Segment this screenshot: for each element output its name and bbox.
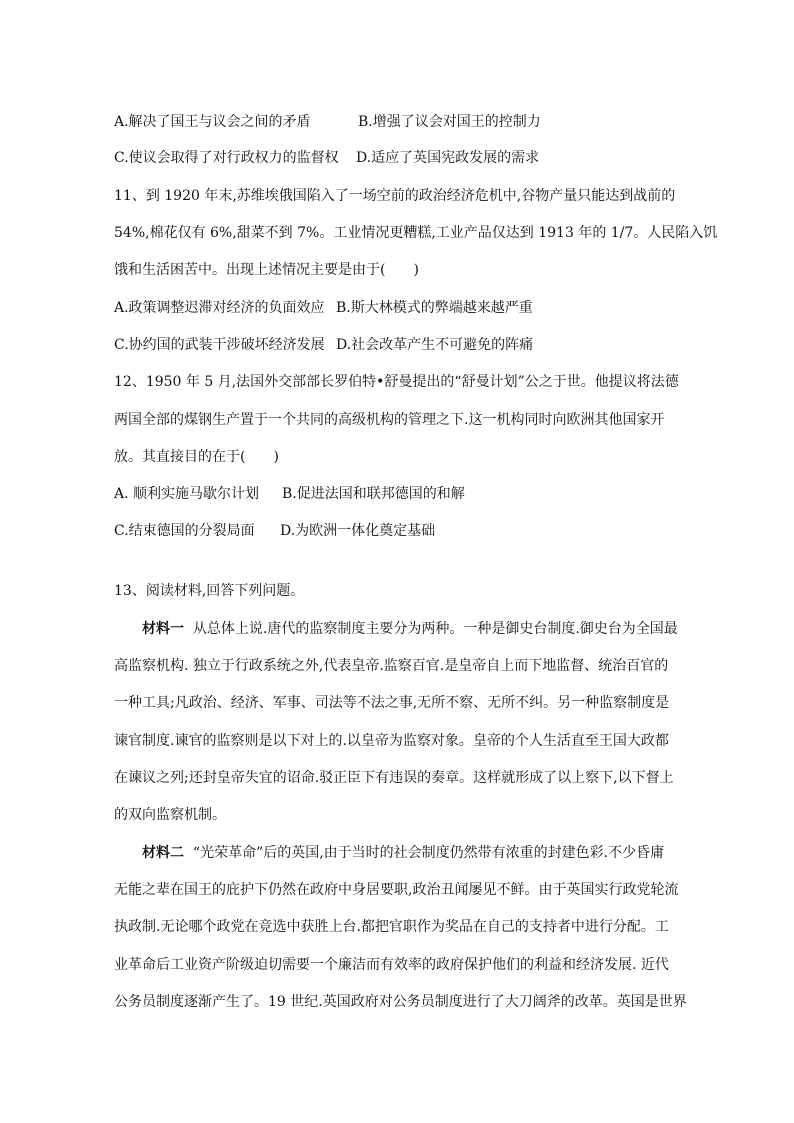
q12-option-row-2 — [114, 521, 436, 541]
material-1-line: 在谏议之列;还封皇帝失宜的诏命.驳正臣下有违误的奏章。这样就形成了以上察下,以下督上 — [114, 770, 674, 786]
q10-option-d: D.适应了英国宪政发展的需求 — [356, 150, 540, 166]
material-2-line: 无能之辈在国王的庇护下仍然在政府中身居要职,政治丑闻屡见不鲜。由于英国实行政党轮流 — [114, 882, 679, 898]
q11-option-a: A.政策调整迟滞对经济的负面效应 — [114, 300, 325, 316]
q11-option-c: C.协约国的武装干涉破坏经济发展 — [114, 337, 325, 353]
q12-stem-line: 12、1950 年 5 月,法国外交部部长罗伯特•舒曼提出的“舒曼计划”公之于世。他提议将法德 — [114, 374, 679, 390]
material-1-line — [142, 619, 678, 639]
q10-option-row-2 — [114, 148, 540, 168]
q11-option-b: B.斯大林模式的弊端越来越严重 — [336, 300, 533, 316]
material-2-text: “光荣革命”后的英国,由于当时的社会制度仍然带有浓重的封建色彩.不少昏庸 — [192, 845, 665, 861]
q12-option-row-1 — [114, 484, 465, 504]
material-2-line: 执政制.无论哪个政党在竞选中获胜上台.都把官职作为奖品在自己的支持者中进行分配。工 — [114, 919, 669, 935]
q10-option-c: C.使议会取得了对行政权力的监督权 — [114, 150, 339, 166]
material-2-line — [142, 843, 664, 863]
q11-option-d: D.社会改革产生不可避免的阵痛 — [336, 337, 534, 353]
q12-stem-line: 两国全部的煤钢生产置于一个共同的高级机构的管理之下.这一机构同时向欧洲其他国家开 — [114, 412, 665, 428]
q12-option-c: C.结束德国的分裂局面 — [114, 523, 255, 539]
q12-stem-line: 放。其直接目的在于( ) — [114, 449, 279, 465]
material-1-label: 材料一 — [142, 621, 184, 637]
q10-option-a: A.解决了国王与议会之间的矛盾 — [114, 114, 311, 130]
q11-option-row-2 — [114, 335, 534, 355]
material-2-label: 材料二 — [142, 845, 184, 861]
q11-stem-line: 11、到 1920 年末,苏维埃俄国陷入了一场空前的政治经济危机中,谷物产量只能达到战前的 — [114, 188, 676, 204]
material-1-line: 谏官制度.谏官的监察则是以下对上的.以皇帝为监察对象。皇帝的个人生活直至王国大政都 — [114, 733, 669, 749]
q12-option-d: D.为欧洲一体化奠定基础 — [280, 523, 436, 539]
q10-option-b: B.增强了议会对国王的控制力 — [358, 114, 541, 130]
material-2-line: 业革命后工业资产阶级迫切需要一个廉洁而有效率的政府保护他们的利益和经济发展. 近代 — [114, 957, 669, 973]
q12-option-b: B.促进法国和联邦德国的和解 — [282, 486, 465, 502]
material-1-line: 高监察机构. 独立于行政系统之外,代表皇帝.监察百官.是皇帝自上而下地监督、统治百官的 — [114, 658, 669, 674]
q13-stem: 13、阅读材料,回答下列问题。 — [114, 583, 305, 599]
q11-stem-line: 54%,棉花仅有 6%,甜菜不到 7%。工业情况更糟糕,工业产品仅达到 1913 年的 1/7。人民陷入饥 — [114, 225, 718, 241]
material-2-line: 公务员制度逐渐产生了。19 世纪.英国政府对公务员制度进行了大刀阔斧的改革。英国是世界 — [114, 994, 687, 1010]
material-1-line: 的双向监察机制。 — [114, 807, 226, 823]
material-1-text: 从总体上说.唐代的监察制度主要分为两种。一种是御史台制度.御史台为全国最 — [192, 621, 678, 637]
q11-option-row-1 — [114, 298, 533, 318]
q11-stem-line: 饿和生活困苦中。出现上述情况主要是由于( ) — [114, 262, 419, 278]
material-1-line: 一种工具;凡政治、经济、军事、司法等不法之事,无所不察、无所不纠。另一种监察制度是 — [114, 695, 670, 711]
q10-option-row-1 — [114, 112, 541, 132]
q12-option-a: A. 顺利实施马歇尔计划 — [114, 486, 260, 502]
